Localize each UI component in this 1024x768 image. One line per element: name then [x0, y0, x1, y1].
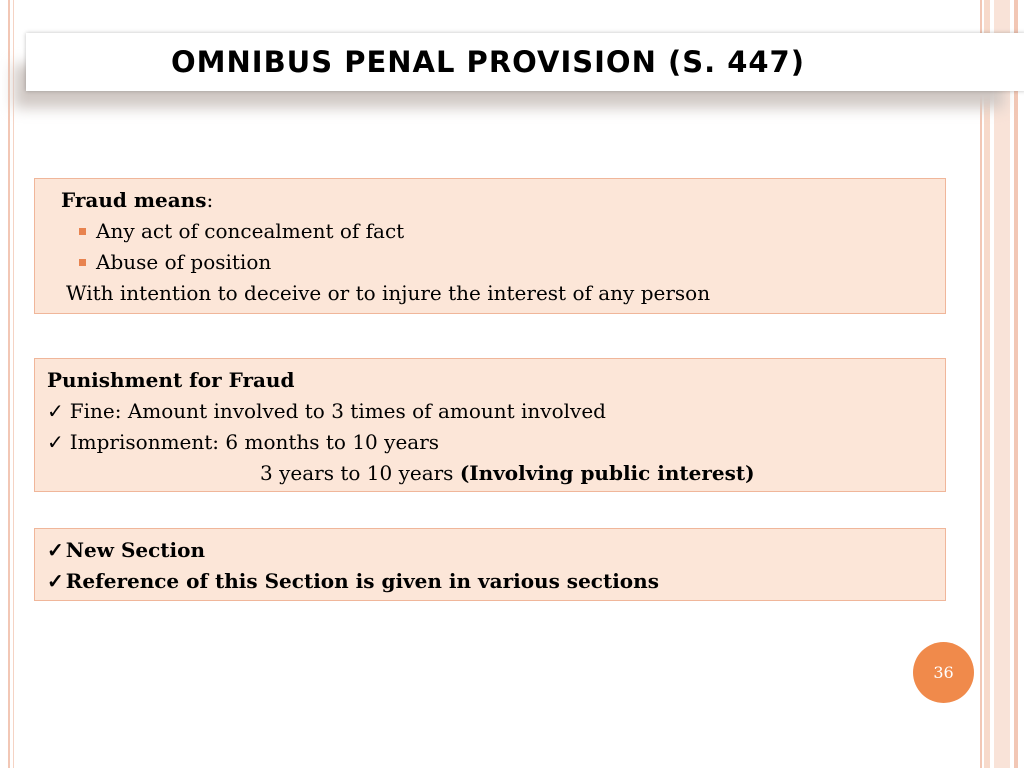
new-section-text: New Section: [65, 538, 206, 562]
right-edge-stripe: [1014, 0, 1018, 768]
checkmark-icon: ✓: [47, 538, 64, 562]
reference-text: Reference of this Section is given in various sections: [65, 569, 659, 593]
list-item: [61, 247, 945, 278]
imprisonment-text: Imprisonment: 6 months to 10 years: [69, 430, 440, 454]
right-edge-stripe: [984, 0, 990, 768]
list-item: [47, 566, 945, 597]
public-interest-line: [47, 458, 945, 489]
public-interest-note: (Involving public interest): [459, 461, 755, 485]
left-edge-stripe: [8, 0, 10, 768]
square-bullet-icon: [79, 259, 86, 266]
fine-text: Fine: Amount involved to 3 times of amount involved: [69, 399, 606, 423]
list-item: [61, 216, 945, 247]
fraud-intention-text: With intention to deceive or to injure the interest of any person: [66, 281, 711, 305]
slide-title: OMNIBUS PENAL PROVISION (S. 447): [171, 45, 805, 79]
square-bullet-icon: [79, 228, 86, 235]
fraud-definition-box: [34, 178, 946, 314]
bullet-text: Abuse of position: [96, 250, 272, 274]
page-number-badge: 36: [913, 642, 974, 703]
section-notes-box: [34, 528, 946, 601]
right-edge-stripe: [980, 0, 982, 768]
fraud-heading-colon: :: [206, 188, 214, 212]
left-edge-stripe: [13, 0, 14, 768]
checkmark-icon: ✓: [47, 569, 64, 593]
punishment-heading: Punishment for Fraud: [47, 368, 295, 392]
fraud-heading-line: [61, 185, 945, 216]
list-item: [47, 427, 945, 458]
list-item: [47, 535, 945, 566]
right-edge-stripe: [994, 0, 1010, 768]
checkmark-icon: ✓: [47, 399, 64, 423]
checkmark-icon: ✓: [47, 430, 64, 454]
public-interest-term: 3 years to 10 years: [260, 461, 460, 485]
list-item: [47, 396, 945, 427]
bullet-text: Any act of concealment of fact: [96, 219, 405, 243]
punishment-box: [34, 358, 946, 492]
fraud-heading: Fraud means: [61, 188, 207, 212]
